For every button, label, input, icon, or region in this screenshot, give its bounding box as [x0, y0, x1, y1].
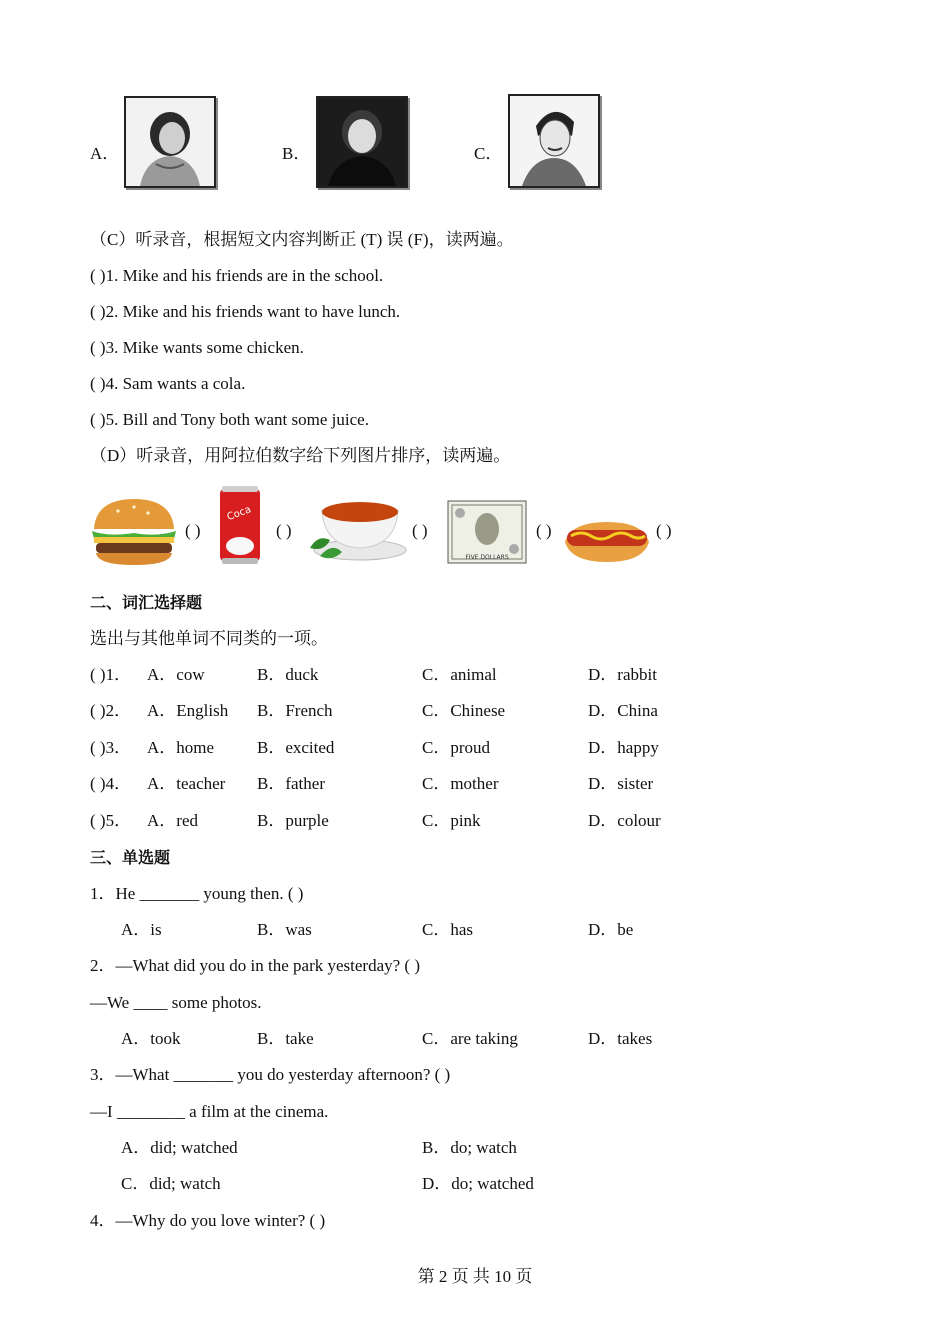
q3-line-2: —I ________ a film at the cinema.: [90, 1102, 329, 1121]
q2-line-2: —We ____ some photos.: [90, 993, 262, 1012]
q3-stem: 3．—What _______ you do yesterday afternoon? ( ): [90, 1065, 451, 1084]
vocab-q5-number: ( )5．: [90, 811, 132, 830]
q2-stem: 2．—What did you do in the park yesterday? ( ): [90, 956, 420, 975]
tea-cup-image: [304, 490, 408, 568]
vocab-q1-option-a: A．cow: [147, 665, 205, 684]
page-footer: 第 2 页 共 10 页: [417, 1267, 533, 1286]
portrait-a-image: [124, 96, 216, 188]
vocab-q1-option-c: C．animal: [422, 665, 497, 684]
order-blank-1: ( ): [185, 521, 201, 540]
cola-logo-text: Coca: [225, 504, 253, 524]
part-3-title: 三、单选题: [90, 848, 171, 867]
true-false-item-4: ( )4. Sam wants a cola.: [90, 374, 246, 393]
q1-option-c: C．has: [422, 920, 473, 939]
true-false-item-5: ( )5. Bill and Tony both want some juice.: [90, 410, 369, 429]
q2-option-b: B．take: [257, 1029, 314, 1048]
vocab-q5-option-a: A．red: [147, 811, 198, 830]
hamburger-image: [88, 495, 180, 569]
q3-option-a: A．did; watched: [121, 1138, 238, 1157]
q4-stem: 4．—Why do you love winter? ( ): [90, 1211, 326, 1230]
q1-option-a: A．is: [121, 920, 162, 939]
portrait-c-image: [508, 94, 600, 188]
cola-can-image: [216, 484, 264, 566]
vocab-q1-option-d: D．rabbit: [588, 665, 657, 684]
vocab-q4-option-d: D．sister: [588, 774, 654, 793]
vocab-q4-option-c: C．mother: [422, 774, 499, 793]
q3-option-c: C．did; watch: [121, 1174, 221, 1193]
vocab-q3-option-d: D．happy: [588, 738, 659, 757]
true-false-item-2: ( )2. Mike and his friends want to have lunch.: [90, 302, 401, 321]
order-blank-2: ( ): [276, 521, 292, 540]
section-c-heading: （C）听录音，根据短文内容判断正 (T) 误 (F)，读两遍。: [90, 230, 514, 249]
true-false-item-3: ( )3. Mike wants some chicken.: [90, 338, 304, 357]
order-blank-4: ( ): [536, 521, 552, 540]
q1-option-d: D．be: [588, 920, 634, 939]
option-c-label: C．: [474, 144, 503, 163]
option-a-label: A．: [90, 144, 120, 163]
vocab-q4-number: ( )4．: [90, 774, 132, 793]
vocab-q5-option-c: C．pink: [422, 811, 481, 830]
q3-option-b: B．do; watch: [422, 1138, 517, 1157]
option-b-label: B．: [282, 144, 311, 163]
q2-option-c: C．are taking: [422, 1029, 518, 1048]
order-blank-3: ( ): [412, 521, 428, 540]
bill-denomination-text: FIVE DOLLARS: [465, 554, 509, 561]
vocab-q2-option-a: A．English: [147, 701, 229, 720]
portrait-b-image: [316, 96, 408, 188]
q1-stem: 1．He _______ young then. ( ): [90, 884, 304, 903]
vocab-q4-option-b: B．father: [257, 774, 325, 793]
part-2-instruction: 选出与其他单词不同类的一项。: [90, 629, 328, 648]
vocab-q4-option-a: A．teacher: [147, 774, 226, 793]
dollar-bill-image: [446, 499, 528, 565]
vocab-q5-option-d: D．colour: [588, 811, 661, 830]
true-false-item-1: ( )1. Mike and his friends are in the school.: [90, 266, 384, 285]
vocab-q3-option-a: A．home: [147, 738, 215, 757]
vocab-q1-option-b: B．duck: [257, 665, 319, 684]
vocab-q3-option-c: C．proud: [422, 738, 490, 757]
part-2-title: 二、词汇选择题: [90, 593, 203, 612]
vocab-q3-number: ( )3．: [90, 738, 132, 757]
vocab-q2-option-c: C．Chinese: [422, 701, 506, 720]
vocab-q5-option-b: B．purple: [257, 811, 329, 830]
q3-option-d: D．do; watched: [422, 1174, 534, 1193]
q2-option-a: A．took: [121, 1029, 181, 1048]
vocab-q1-number: ( )1．: [90, 665, 132, 684]
vocab-q2-option-d: D．China: [588, 701, 658, 720]
vocab-q2-option-b: B．French: [257, 701, 333, 720]
section-d-heading: （D）听录音，用阿拉伯数字给下列图片排序，读两遍。: [90, 446, 511, 465]
vocab-q2-number: ( )2．: [90, 701, 132, 720]
q2-option-d: D．takes: [588, 1029, 653, 1048]
hot-dog-image: [561, 508, 653, 568]
order-blank-5: ( ): [656, 521, 672, 540]
q1-option-b: B．was: [257, 920, 312, 939]
vocab-q3-option-b: B．excited: [257, 738, 335, 757]
